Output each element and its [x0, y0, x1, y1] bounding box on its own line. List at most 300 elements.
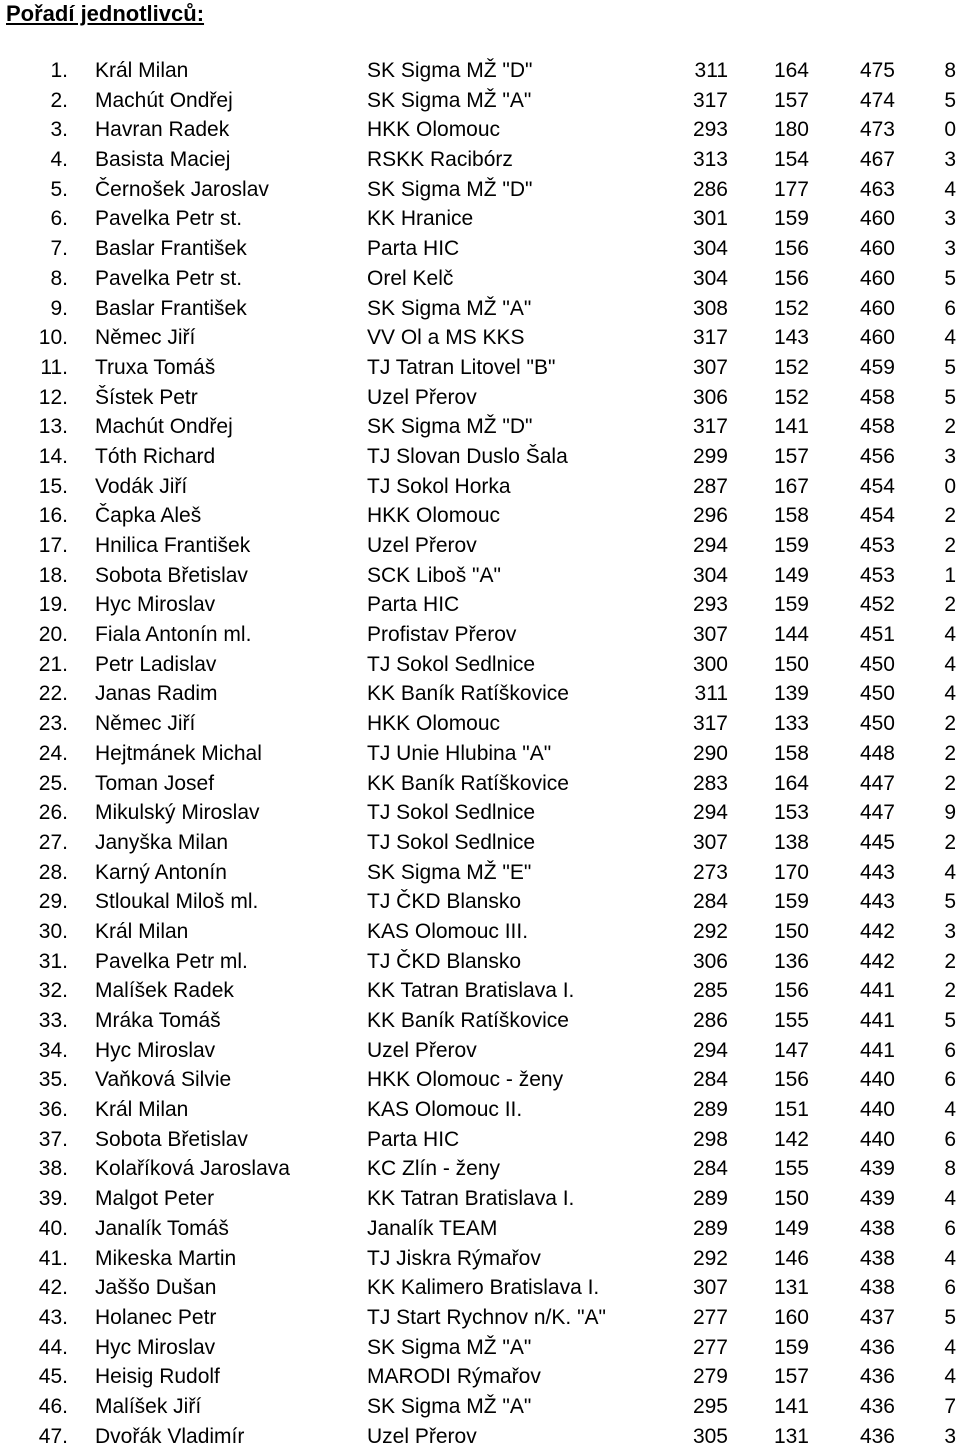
total-score: 441: [859, 1038, 895, 1062]
extra-value: 6: [944, 1038, 956, 1062]
extra-value: 6: [944, 1127, 956, 1151]
extra-value: 5: [944, 890, 956, 914]
score-2: 159: [773, 534, 809, 557]
rank-cell: 14.: [38, 444, 68, 468]
score-1: 293: [692, 118, 728, 142]
rank-cell: 12.: [38, 385, 68, 409]
rank-cell: 18.: [38, 563, 68, 587]
extra-value: 4: [944, 326, 956, 350]
score-2: 156: [773, 979, 809, 1003]
total-score: 438: [859, 1216, 895, 1240]
rank-cell: 13.: [38, 415, 68, 439]
extra-value: 4: [944, 1187, 956, 1211]
total-score: 440: [859, 1068, 895, 1092]
table-row: [0, 976, 960, 1006]
score-2: 154: [773, 148, 809, 172]
score-1: 306: [692, 949, 728, 973]
club-name: Uzel Přerov: [367, 1424, 477, 1448]
total-score: 440: [859, 1098, 895, 1122]
club-name: HKK Olomouc: [367, 118, 501, 142]
table-row: [0, 145, 960, 175]
player-name: Toman Josef: [95, 771, 215, 795]
rank-cell: 35.: [38, 1068, 68, 1092]
table-row: [0, 175, 960, 205]
score-2: 160: [773, 1305, 809, 1329]
table-row: [0, 264, 960, 294]
club-name: TJ Start Rychnov n/K. "A": [367, 1305, 606, 1329]
score-2: 147: [773, 1038, 809, 1062]
score-1: 286: [692, 1009, 728, 1032]
total-score: 460: [859, 266, 895, 290]
rank-cell: 5.: [50, 177, 68, 201]
extra-value: 3: [944, 207, 956, 231]
table-row: [0, 1036, 960, 1066]
extra-value: 2: [944, 504, 956, 528]
extra-value: 4: [944, 1335, 956, 1359]
total-score: 438: [859, 1276, 895, 1300]
score-2: 170: [773, 860, 809, 884]
score-1: 273: [692, 860, 728, 884]
player-name: Pavelka Petr st.: [95, 266, 243, 290]
club-name: Parta HIC: [367, 1127, 460, 1151]
rank-cell: 9.: [50, 296, 68, 320]
club-name: Orel Kelč: [367, 266, 454, 290]
player-name: Vodák Jiří: [95, 474, 188, 498]
table-row: [0, 1362, 960, 1392]
extra-value: 2: [944, 741, 956, 765]
club-name: TJ Sokol Horka: [367, 474, 511, 498]
player-name: Fiala Antonín ml.: [95, 623, 252, 647]
score-2: 143: [773, 326, 809, 350]
rank-cell: 38.: [38, 1157, 68, 1181]
score-1: 313: [692, 148, 728, 172]
table-row: [0, 353, 960, 383]
table-row: [0, 947, 960, 977]
score-2: 159: [773, 593, 809, 617]
page-title: Pořadí jednotlivců:: [6, 1, 205, 26]
score-2: 157: [773, 1365, 809, 1389]
rank-cell: 8.: [50, 266, 68, 290]
extra-value: 1: [944, 563, 956, 587]
player-name: Mikeska Martin: [95, 1246, 237, 1270]
club-name: TJ Jiskra Rýmařov: [367, 1246, 541, 1270]
extra-value: 2: [944, 415, 956, 439]
score-2: 150: [773, 919, 809, 943]
player-name: Baslar František: [95, 237, 247, 261]
table-row: [0, 1065, 960, 1095]
extra-value: 9: [944, 801, 956, 825]
score-2: 151: [773, 1098, 809, 1122]
club-name: SK Sigma MŽ "D": [367, 177, 533, 201]
total-score: 439: [859, 1157, 895, 1181]
club-name: KAS Olomouc III.: [367, 919, 529, 943]
extra-value: 4: [944, 623, 956, 647]
table-row: [0, 739, 960, 769]
table-row: [0, 442, 960, 472]
score-1: 289: [692, 1098, 728, 1122]
table-row: [0, 1273, 960, 1303]
player-name: Hejtmánek Michal: [95, 741, 262, 765]
total-score: 458: [859, 385, 895, 409]
player-name: Šístek Petr: [95, 385, 198, 409]
extra-value: 6: [944, 1068, 956, 1092]
extra-value: 5: [944, 266, 956, 290]
player-name: Malíšek Radek: [95, 979, 234, 1003]
total-score: 436: [859, 1394, 895, 1418]
score-1: 317: [692, 712, 728, 736]
rank-cell: 25.: [38, 771, 68, 795]
score-2: 155: [773, 1009, 809, 1032]
player-name: Basista Maciej: [95, 148, 231, 172]
score-2: 150: [773, 652, 809, 676]
rank-cell: 23.: [38, 712, 68, 736]
extra-value: 4: [944, 1365, 956, 1389]
table-row: [0, 472, 960, 502]
score-1: 306: [692, 385, 728, 409]
player-name: Pavelka Petr ml.: [95, 949, 248, 973]
score-1: 304: [692, 563, 728, 587]
table-row: [0, 204, 960, 234]
table-row: [0, 1303, 960, 1333]
extra-value: 8: [944, 1157, 956, 1181]
score-2: 167: [773, 474, 809, 498]
table-row: [0, 887, 960, 917]
table-row: [0, 294, 960, 324]
total-score: 440: [859, 1127, 895, 1151]
score-2: 157: [773, 444, 809, 468]
results-table: [0, 56, 960, 1451]
club-name: TJ ČKD Blansko: [367, 949, 522, 973]
extra-value: 6: [944, 1216, 956, 1240]
score-2: 141: [773, 1394, 809, 1418]
score-2: 150: [773, 1187, 809, 1211]
score-1: 307: [692, 355, 728, 379]
rank-cell: 21.: [38, 652, 68, 676]
table-row: [0, 1125, 960, 1155]
score-1: 292: [692, 919, 728, 943]
table-row: [0, 1422, 960, 1451]
rank-cell: 26.: [38, 801, 68, 825]
rank-cell: 24.: [38, 741, 68, 765]
club-name: KAS Olomouc II.: [367, 1098, 523, 1122]
club-name: TJ Slovan Duslo Šala: [367, 444, 568, 468]
rank-cell: 37.: [38, 1127, 68, 1151]
club-name: SK Sigma MŽ "E": [367, 860, 532, 884]
extra-value: 2: [944, 593, 956, 617]
club-name: MARODI Rýmařov: [367, 1365, 541, 1389]
rank-cell: 22.: [38, 682, 68, 706]
table-row: [0, 323, 960, 353]
score-2: 133: [773, 712, 809, 736]
table-row: [0, 86, 960, 116]
total-score: 439: [859, 1187, 895, 1211]
score-1: 289: [692, 1216, 728, 1240]
rank-cell: 15.: [38, 474, 68, 498]
club-name: KK Baník Ratíškovice: [367, 682, 569, 706]
extra-value: 2: [944, 949, 956, 973]
score-2: 146: [773, 1246, 809, 1270]
score-1: 284: [692, 1068, 728, 1092]
player-name: Malgot Peter: [95, 1187, 215, 1211]
extra-value: 5: [944, 1009, 956, 1032]
club-name: TJ Tatran Litovel "B": [367, 355, 556, 379]
score-2: 141: [773, 415, 809, 439]
table-row: [0, 1184, 960, 1214]
score-1: 285: [692, 979, 728, 1003]
score-1: 290: [692, 741, 728, 765]
extra-value: 2: [944, 771, 956, 795]
extra-value: 4: [944, 177, 956, 201]
player-name: Král Milan: [95, 919, 189, 943]
table-row: [0, 412, 960, 442]
total-score: 451: [859, 623, 895, 647]
club-name: Parta HIC: [367, 593, 460, 617]
club-name: SK Sigma MŽ "A": [367, 88, 532, 112]
extra-value: 6: [944, 296, 956, 320]
total-score: 442: [859, 919, 895, 943]
table-row: [0, 561, 960, 591]
total-score: 443: [859, 860, 895, 884]
total-score: 448: [859, 741, 895, 765]
rank-cell: 31.: [38, 949, 68, 973]
extra-value: 2: [944, 712, 956, 736]
club-name: Parta HIC: [367, 237, 460, 261]
rank-cell: 43.: [38, 1305, 68, 1329]
score-2: 131: [773, 1424, 809, 1448]
extra-value: 4: [944, 682, 956, 706]
rank-cell: 6.: [50, 207, 68, 231]
table-row: [0, 769, 960, 799]
extra-value: 5: [944, 355, 956, 379]
total-score: 441: [859, 979, 895, 1003]
player-name: Hnilica František: [95, 534, 251, 557]
score-2: 152: [773, 355, 809, 379]
table-row: [0, 531, 960, 561]
player-name: Tóth Richard: [95, 444, 216, 468]
total-score: 453: [859, 563, 895, 587]
score-1: 277: [692, 1305, 728, 1329]
player-name: Hyc Miroslav: [95, 1038, 216, 1062]
player-name: Hyc Miroslav: [95, 1335, 216, 1359]
score-1: 296: [692, 504, 728, 528]
score-2: 153: [773, 801, 809, 825]
total-score: 450: [859, 712, 895, 736]
club-name: TJ Sokol Sedlnice: [367, 801, 536, 825]
total-score: 450: [859, 652, 895, 676]
player-name: Pavelka Petr st.: [95, 207, 243, 231]
score-2: 158: [773, 504, 809, 528]
club-name: TJ ČKD Blansko: [367, 890, 522, 914]
score-1: 286: [692, 177, 728, 201]
rank-cell: 17.: [38, 534, 68, 557]
player-name: Janalík Tomáš: [95, 1216, 229, 1240]
club-name: Profistav Přerov: [367, 623, 517, 647]
score-1: 317: [692, 326, 728, 350]
score-2: 149: [773, 1216, 809, 1240]
club-name: RSKK Racibórz: [367, 148, 513, 172]
extra-value: 3: [944, 237, 956, 261]
total-score: 452: [859, 593, 895, 617]
score-2: 159: [773, 1335, 809, 1359]
total-score: 437: [859, 1305, 895, 1329]
club-name: KC Zlín - ženy: [367, 1157, 501, 1181]
total-score: 438: [859, 1246, 895, 1270]
total-score: 450: [859, 682, 895, 706]
player-name: Vaňková Silvie: [95, 1068, 232, 1092]
player-name: Král Milan: [95, 59, 189, 82]
score-1: 293: [692, 593, 728, 617]
club-name: SK Sigma MŽ "A": [367, 296, 532, 320]
total-score: 454: [859, 474, 895, 498]
score-1: 311: [694, 59, 728, 82]
table-row: [0, 709, 960, 739]
player-name: Baslar František: [95, 296, 247, 320]
club-name: KK Hranice: [367, 207, 474, 231]
club-name: KK Baník Ratíškovice: [367, 1009, 569, 1032]
table-row: [0, 1244, 960, 1274]
score-1: 292: [692, 1246, 728, 1270]
player-name: Truxa Tomáš: [95, 355, 216, 379]
score-1: 277: [692, 1335, 728, 1359]
rank-cell: 19.: [38, 593, 68, 617]
extra-value: 3: [944, 444, 956, 468]
rank-cell: 34.: [38, 1038, 68, 1062]
score-1: 307: [692, 1276, 728, 1300]
extra-value: 4: [944, 1246, 956, 1270]
total-score: 473: [859, 118, 895, 142]
total-score: 441: [859, 1009, 895, 1032]
score-1: 304: [692, 237, 728, 261]
score-2: 157: [773, 88, 809, 112]
player-name: Karný Antonín: [95, 860, 227, 884]
rank-cell: 16.: [38, 504, 68, 528]
score-2: 156: [773, 1068, 809, 1092]
table-row: [0, 590, 960, 620]
player-name: Mikulský Miroslav: [95, 801, 260, 825]
club-name: SK Sigma MŽ "D": [367, 415, 533, 439]
score-2: 131: [773, 1276, 809, 1300]
rank-cell: 27.: [38, 830, 68, 854]
rank-cell: 11.: [40, 355, 68, 379]
extra-value: 4: [944, 652, 956, 676]
player-name: Dvořák Vladimír: [95, 1424, 245, 1448]
player-name: Jaššo Dušan: [95, 1276, 217, 1300]
club-name: Uzel Přerov: [367, 534, 477, 557]
score-2: 164: [773, 59, 809, 82]
player-name: Černošek Jaroslav: [95, 177, 269, 201]
player-name: Sobota Břetislav: [95, 1127, 248, 1151]
table-row: [0, 1214, 960, 1244]
score-1: 287: [692, 474, 728, 498]
score-2: 142: [773, 1127, 809, 1151]
extra-value: 3: [944, 148, 956, 172]
score-2: 139: [773, 682, 809, 706]
total-score: 436: [859, 1365, 895, 1389]
score-1: 307: [692, 830, 728, 854]
club-name: SCK Liboš "A": [367, 563, 501, 587]
player-name: Hyc Miroslav: [95, 593, 216, 617]
score-1: 311: [694, 682, 728, 706]
total-score: 456: [859, 444, 895, 468]
table-row: [0, 501, 960, 531]
table-row: [0, 917, 960, 947]
club-name: SK Sigma MŽ "A": [367, 1394, 532, 1418]
score-2: 152: [773, 385, 809, 409]
score-1: 294: [692, 1038, 728, 1062]
player-name: Holanec Petr: [95, 1305, 217, 1329]
table-row: [0, 1095, 960, 1125]
score-1: 308: [692, 296, 728, 320]
score-1: 284: [692, 890, 728, 914]
table-row: [0, 1333, 960, 1363]
extra-value: 2: [944, 534, 956, 557]
total-score: 453: [859, 534, 895, 557]
score-2: 177: [773, 177, 809, 201]
extra-value: 5: [944, 88, 956, 112]
total-score: 447: [859, 771, 895, 795]
table-row: [0, 650, 960, 680]
rank-cell: 20.: [38, 623, 68, 647]
score-1: 289: [692, 1187, 728, 1211]
score-2: 180: [773, 118, 809, 142]
player-name: Machút Ondřej: [95, 88, 233, 112]
total-score: 436: [859, 1424, 895, 1448]
player-name: Němec Jiří: [95, 712, 196, 736]
score-2: 144: [773, 623, 809, 647]
total-score: 443: [859, 890, 895, 914]
rank-cell: 10.: [38, 326, 68, 350]
rank-cell: 2.: [50, 88, 68, 112]
score-1: 298: [692, 1127, 728, 1151]
club-name: Uzel Přerov: [367, 385, 477, 409]
score-1: 317: [692, 415, 728, 439]
rank-cell: 39.: [38, 1187, 68, 1211]
player-name: Sobota Břetislav: [95, 563, 248, 587]
player-name: Janas Radim: [95, 682, 218, 706]
total-score: 460: [859, 237, 895, 261]
club-name: VV Ol a MS KKS: [367, 326, 525, 350]
club-name: KK Tatran Bratislava I.: [367, 979, 575, 1003]
club-name: TJ Unie Hlubina "A": [367, 741, 552, 765]
total-score: 459: [859, 355, 895, 379]
extra-value: 7: [944, 1394, 956, 1418]
extra-value: 0: [944, 474, 956, 498]
extra-value: 4: [944, 1098, 956, 1122]
player-name: Král Milan: [95, 1098, 189, 1122]
total-score: 447: [859, 801, 895, 825]
extra-value: 2: [944, 830, 956, 854]
club-name: TJ Sokol Sedlnice: [367, 652, 536, 676]
score-1: 300: [692, 652, 728, 676]
rank-cell: 28.: [38, 860, 68, 884]
player-name: Kolaříková Jaroslava: [95, 1157, 290, 1181]
player-name: Mráka Tomáš: [95, 1009, 221, 1032]
total-score: 467: [859, 148, 895, 172]
table-row: [0, 858, 960, 888]
table-row: [0, 56, 960, 86]
rank-cell: 1.: [50, 59, 68, 82]
table-row: [0, 1392, 960, 1422]
club-name: Uzel Přerov: [367, 1038, 477, 1062]
total-score: 460: [859, 207, 895, 231]
extra-value: 8: [944, 59, 956, 82]
table-row: [0, 1154, 960, 1184]
club-name: TJ Sokol Sedlnice: [367, 830, 536, 854]
extra-value: 4: [944, 860, 956, 884]
score-2: 155: [773, 1157, 809, 1181]
player-name: Janyška Milan: [95, 830, 229, 854]
rank-cell: 7.: [50, 237, 68, 261]
